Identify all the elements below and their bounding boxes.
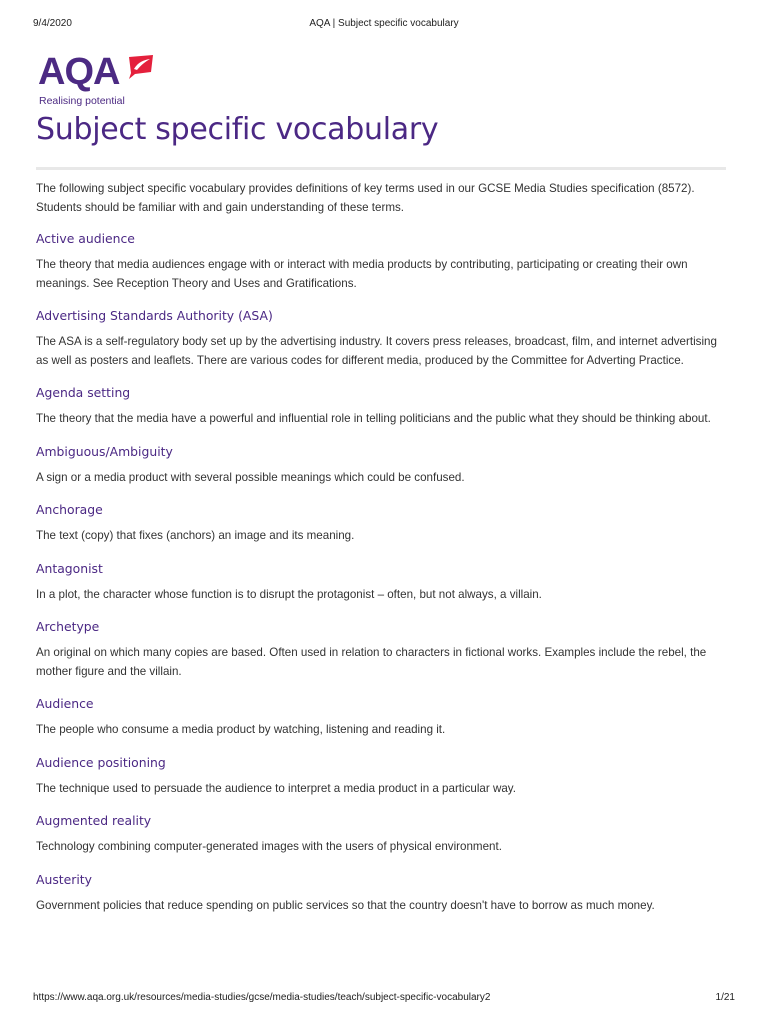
term-definition: Technology combining computer-generated images with the users of physical environment.	[36, 840, 502, 853]
term-entry	[36, 812, 726, 857]
term-heading: Agenda setting	[36, 385, 131, 400]
term-entry	[36, 230, 726, 293]
term-definition: Government policies that reduce spending on public services so that the country doesn't have to borrow as much money.	[36, 898, 655, 912]
title-divider	[36, 167, 726, 170]
term-heading: Augmented reality	[36, 813, 152, 828]
term-definition: A sign or a media product with several possible meanings which could be confused.	[36, 470, 465, 484]
term-heading: Active audience	[36, 231, 135, 246]
term-heading: Audience positioning	[36, 754, 166, 770]
term-entry	[36, 307, 726, 370]
term-definition: The text (copy) that fixes (anchors) an image and its meaning.	[36, 529, 355, 542]
print-date: 9/4/2020	[33, 18, 72, 29]
logo-tagline: Realising potential	[39, 95, 125, 107]
term-heading: Ambiguous/Ambiguity	[36, 443, 173, 459]
logo-speech-mark-icon	[125, 54, 155, 80]
term-heading: Anchorage	[36, 502, 103, 517]
term-heading: Austerity	[36, 871, 92, 887]
print-page-title: AQA | Subject specific vocabulary	[309, 18, 459, 29]
term-definition: The theory that the media have a powerful and influential role in telling politicians and the public what they should be thinking about.	[36, 412, 711, 425]
vocabulary-content	[36, 180, 726, 929]
term-entry	[36, 443, 726, 488]
page-title: Subject specific vocabulary	[36, 112, 439, 147]
intro-paragraph: The following subject specific vocabulary provides definitions of key terms used in our GCSE Media Studies specification (8572). Students should be familiar with and gain understanding of these terms.	[36, 182, 695, 214]
term-heading: Antagonist	[36, 560, 103, 576]
term-entry	[36, 501, 726, 546]
term-entry	[36, 560, 726, 605]
term-heading: Archetype	[36, 619, 100, 634]
term-definition: The people who consume a media product by watching, listening and reading it.	[36, 723, 446, 736]
term-entry	[36, 754, 726, 799]
term-heading: Advertising Standards Authority (ASA)	[36, 308, 273, 323]
logo-wordmark: AQA	[38, 51, 120, 93]
page-url[interactable]: https://www.aqa.org.uk/resources/media-studies/gcse/media-studies/teach/subject-specific-vocabulary2	[33, 992, 491, 1003]
print-footer	[33, 992, 735, 1006]
term-heading: Audience	[36, 696, 94, 711]
term-entry	[36, 695, 726, 740]
term-entry	[36, 618, 726, 681]
print-header	[33, 18, 735, 32]
term-entry	[36, 871, 726, 916]
term-definition: An original on which many copies are based. Often used in relation to characters in fictional works. Examples include the rebel, the mother figure and the villain.	[36, 646, 707, 678]
term-definition: The technique used to persuade the audience to interpret a media product in a particular way.	[36, 781, 516, 795]
term-definition: The theory that media audiences engage with or interact with media products by contributing, participating or creating their own meanings. See Reception Theory and Uses and Gratifications.	[36, 258, 688, 290]
aqa-logo[interactable]	[38, 52, 163, 110]
term-definition: In a plot, the character whose function is to disrupt the protagonist – often, but not always, a villain.	[36, 587, 542, 601]
term-entry	[36, 384, 726, 429]
page-number: 1/21	[715, 992, 735, 1003]
term-definition: The ASA is a self-regulatory body set up by the advertising industry. It covers press releases, broadcast, film, and internet advertising as well as posters and leaflets. There are various codes for different media, produced by the Committee for Adverting Practice.	[36, 335, 717, 367]
